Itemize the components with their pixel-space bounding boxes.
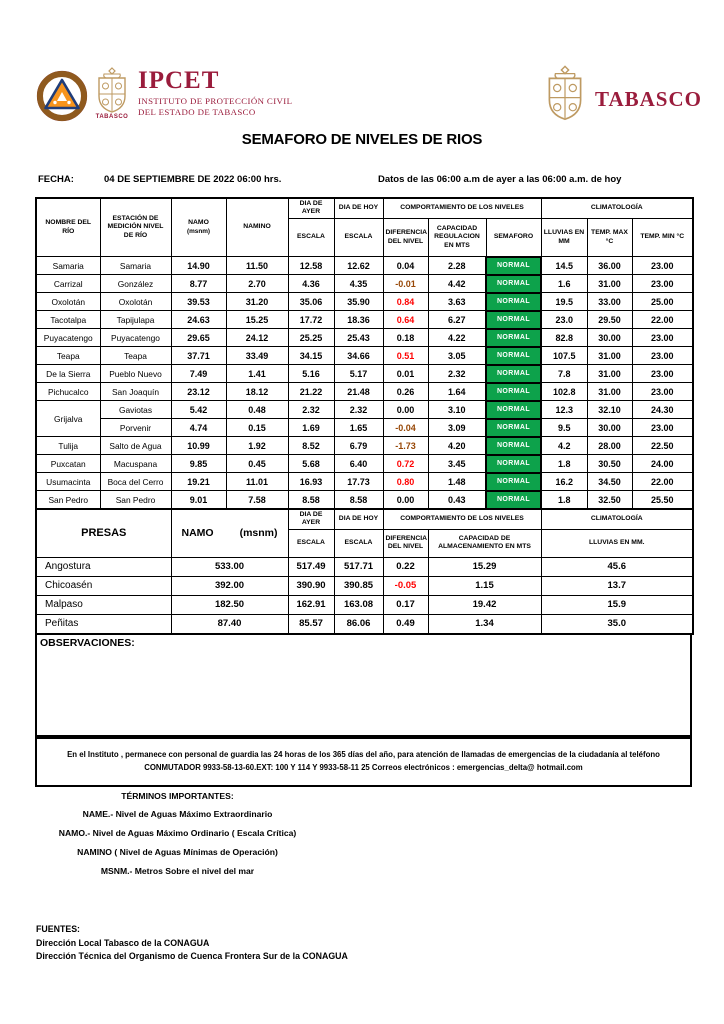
rain-mm-cell: 1.8: [541, 491, 587, 509]
temp-min-cell: 25.50: [632, 491, 693, 509]
level-difference-cell: 0.17: [383, 595, 428, 614]
table-row: [36, 329, 693, 347]
temp-min-cell: 24.00: [632, 455, 693, 473]
level-difference-cell: 0.64: [383, 311, 428, 329]
semaforo-status: NORMAL: [486, 455, 541, 473]
semaforo-status: NORMAL: [486, 491, 541, 509]
namo-cell: 23.12: [171, 383, 226, 401]
fuentes-title: FUENTES:: [36, 924, 80, 934]
header-left-branding: [36, 66, 292, 122]
namino-cell: 18.12: [226, 383, 288, 401]
level-difference-cell: 0.00: [383, 401, 428, 419]
semaforo-status: NORMAL: [486, 365, 541, 383]
today-scale-cell: 390.85: [334, 576, 383, 595]
temp-min-cell: 23.00: [632, 275, 693, 293]
rain-mm-cell: 102.8: [541, 383, 587, 401]
semaforo-status: NORMAL: [486, 257, 541, 275]
temp-max-cell: 31.00: [587, 347, 632, 365]
col-header-dia-hoy: DIA DE HOY: [334, 198, 383, 218]
table-row: [36, 491, 693, 509]
semaforo-status: NORMAL: [486, 383, 541, 401]
station-cell: González: [100, 275, 171, 293]
table-row: [36, 557, 693, 576]
station-cell: Porvenir: [100, 419, 171, 437]
namino-cell: 11.01: [226, 473, 288, 491]
yesterday-scale-cell: 2.32: [288, 401, 334, 419]
river-name-cell: Carrizal: [36, 275, 100, 293]
namo-cell: 8.77: [171, 275, 226, 293]
temp-max-cell: 34.50: [587, 473, 632, 491]
rain-mm-cell: 12.3: [541, 401, 587, 419]
datos-note: Datos de las 06:00 a.m de ayer a las 06:00 a.m. de hoy: [378, 174, 622, 185]
col-header-dia-ayer: DIA DE AYER: [288, 198, 334, 218]
temp-max-cell: 30.50: [587, 455, 632, 473]
col-header-diferencia: DIFERENCIA DEL NIVEL: [383, 218, 428, 257]
col-header-presas-climatologia: CLIMATOLOGÍA: [541, 509, 693, 529]
observaciones-box: [35, 633, 692, 737]
rivers-header-row-1: [36, 198, 693, 218]
namo-cell: 4.74: [171, 419, 226, 437]
temp-min-cell: 23.00: [632, 329, 693, 347]
yesterday-scale-cell: 34.15: [288, 347, 334, 365]
temp-min-cell: 24.30: [632, 401, 693, 419]
regulation-capacity-cell: 3.05: [428, 347, 486, 365]
col-header-presas-lluvias: LLUVIAS EN MM.: [541, 529, 693, 557]
station-cell: Oxolotán: [100, 293, 171, 311]
level-difference-cell: 0.04: [383, 257, 428, 275]
river-name-cell: Samaria: [36, 257, 100, 275]
regulation-capacity-cell: 4.42: [428, 275, 486, 293]
level-difference-cell: 0.26: [383, 383, 428, 401]
yesterday-scale-cell: 21.22: [288, 383, 334, 401]
table-row: [36, 365, 693, 383]
semaforo-status: NORMAL: [486, 311, 541, 329]
today-scale-cell: 163.08: [334, 595, 383, 614]
namino-cell: 0.48: [226, 401, 288, 419]
namino-cell: 0.45: [226, 455, 288, 473]
col-header-presas-dia-ayer: DIA DE AYER: [288, 509, 334, 529]
dam-name-cell: Malpaso: [36, 595, 171, 614]
temp-min-cell: 23.00: [632, 419, 693, 437]
yesterday-scale-cell: 5.16: [288, 365, 334, 383]
yesterday-scale-cell: 17.72: [288, 311, 334, 329]
regulation-capacity-cell: 4.22: [428, 329, 486, 347]
level-difference-cell: 0.84: [383, 293, 428, 311]
table-row: [36, 293, 693, 311]
storage-capacity-cell: 1.15: [428, 576, 541, 595]
col-header-namo: [171, 198, 226, 257]
namo-cell: 533.00: [171, 557, 288, 576]
regulation-capacity-cell: 6.27: [428, 311, 486, 329]
river-name-cell: Oxolotán: [36, 293, 100, 311]
today-scale-cell: 4.35: [334, 275, 383, 293]
today-scale-cell: 2.32: [334, 401, 383, 419]
regulation-capacity-cell: 2.32: [428, 365, 486, 383]
header-right-branding: [543, 64, 702, 124]
rain-mm-cell: 82.8: [541, 329, 587, 347]
presas-table: [35, 508, 694, 635]
table-row: [36, 383, 693, 401]
today-scale-cell: 517.71: [334, 557, 383, 576]
level-difference-cell: 0.51: [383, 347, 428, 365]
today-scale-cell: 18.36: [334, 311, 383, 329]
col-header-presas-dia-hoy: DIA DE HOY: [334, 509, 383, 529]
namo-cell: 19.21: [171, 473, 226, 491]
station-cell: Puyacatengo: [100, 329, 171, 347]
temp-max-cell: 32.10: [587, 401, 632, 419]
today-scale-cell: 12.62: [334, 257, 383, 275]
level-difference-cell: 0.80: [383, 473, 428, 491]
dam-name-cell: Chicoasén: [36, 576, 171, 595]
temp-max-cell: 31.00: [587, 275, 632, 293]
col-header-presas-comportamiento: COMPORTAMIENTO DE LOS NIVELES: [383, 509, 541, 529]
terminos-title: TÉRMINOS IMPORTANTES:: [121, 791, 234, 801]
namino-cell: 11.50: [226, 257, 288, 275]
contact-note-line2: CONMUTADOR 9933-58-13-60.EXT: 100 Y 114 Y 9933-58-11 25 Correos electrónicos : emergencias_delta@ hotmail.com: [144, 762, 583, 772]
rain-mm-cell: 19.5: [541, 293, 587, 311]
namo-cell: 5.42: [171, 401, 226, 419]
regulation-capacity-cell: 1.64: [428, 383, 486, 401]
level-difference-cell: 0.49: [383, 614, 428, 634]
namino-cell: 7.58: [226, 491, 288, 509]
level-difference-cell: 0.01: [383, 365, 428, 383]
regulation-capacity-cell: 3.63: [428, 293, 486, 311]
station-cell: San Pedro: [100, 491, 171, 509]
level-difference-cell: -0.01: [383, 275, 428, 293]
col-header-estacion: ESTACIÓN DE MEDICIÓN NIVEL DE RÍO: [100, 198, 171, 257]
col-header-comportamiento: COMPORTAMIENTO DE LOS NIVELES: [383, 198, 541, 218]
col-header-temp-max: TEMP. MAX °C: [587, 218, 632, 257]
level-difference-cell: -0.04: [383, 419, 428, 437]
rain-mm-cell: 9.5: [541, 419, 587, 437]
yesterday-scale-cell: 4.36: [288, 275, 334, 293]
station-cell: Gaviotas: [100, 401, 171, 419]
yesterday-scale-cell: 162.91: [288, 595, 334, 614]
temp-min-cell: 22.00: [632, 473, 693, 491]
proteccion-civil-seal-icon: [36, 70, 88, 122]
yesterday-scale-cell: 12.58: [288, 257, 334, 275]
semaforo-status: NORMAL: [486, 473, 541, 491]
station-cell: Boca del Cerro: [100, 473, 171, 491]
namino-cell: 33.49: [226, 347, 288, 365]
termino-namo: NAMO.- Nivel de Aguas Máximo Ordinario ( Escala Crítica): [58, 828, 297, 838]
temp-min-cell: 25.00: [632, 293, 693, 311]
contact-note-line1: En el Instituto , permanece con personal de guardia las 24 horas de los 365 días del año, para atención de llamadas de emergencias de la ciudadanía al teléfono: [67, 750, 660, 760]
tabasco-wordmark: TABASCO: [595, 86, 702, 111]
regulation-capacity-cell: 3.45: [428, 455, 486, 473]
ipcet-wordmark: IPCET: [138, 67, 220, 94]
col-header-presas-diferencia: DIFERENCIA DEL NIVEL: [383, 529, 428, 557]
today-scale-cell: 1.65: [334, 419, 383, 437]
today-scale-cell: 25.43: [334, 329, 383, 347]
station-cell: Macuspana: [100, 455, 171, 473]
semaforo-status: NORMAL: [486, 329, 541, 347]
today-scale-cell: 34.66: [334, 347, 383, 365]
yesterday-scale-cell: 25.25: [288, 329, 334, 347]
regulation-capacity-cell: 0.43: [428, 491, 486, 509]
today-scale-cell: 17.73: [334, 473, 383, 491]
namo-cell: 392.00: [171, 576, 288, 595]
temp-max-cell: 31.00: [587, 365, 632, 383]
namo-unit: (msnm): [186, 227, 211, 235]
table-row: [36, 455, 693, 473]
yesterday-scale-cell: 16.93: [288, 473, 334, 491]
temp-max-cell: 32.50: [587, 491, 632, 509]
rain-mm-cell: 23.0: [541, 311, 587, 329]
rain-mm-cell: 45.6: [541, 557, 693, 576]
fecha-label: FECHA:: [38, 174, 74, 185]
semaforo-status: NORMAL: [486, 419, 541, 437]
namo-cell: 9.85: [171, 455, 226, 473]
table-row: [36, 614, 693, 634]
col-header-lluvias: LLUVIAS EN MM: [541, 218, 587, 257]
river-name-cell: Tulija: [36, 437, 100, 455]
fecha-value: 04 DE SEPTIEMBRE DE 2022 06:00 hrs.: [104, 174, 282, 185]
namino-cell: 24.12: [226, 329, 288, 347]
regulation-capacity-cell: 1.48: [428, 473, 486, 491]
termino-namino: NAMINO ( Nivel de Aguas Mínimas de Operación): [77, 847, 278, 857]
ipcet-subtitle-line2: DEL ESTADO DE TABASCO: [138, 107, 256, 118]
river-name-cell: Tacotalpa: [36, 311, 100, 329]
river-name-cell: San Pedro: [36, 491, 100, 509]
rain-mm-cell: 4.2: [541, 437, 587, 455]
col-header-presas-namo: [171, 509, 288, 557]
tabasco-crest-icon: [94, 66, 130, 116]
col-header-presas: PRESAS: [36, 509, 171, 557]
table-row: [36, 257, 693, 275]
regulation-capacity-cell: 3.10: [428, 401, 486, 419]
temp-max-cell: 30.00: [587, 329, 632, 347]
yesterday-scale-cell: 517.49: [288, 557, 334, 576]
table-row: [36, 401, 693, 419]
yesterday-scale-cell: 8.58: [288, 491, 334, 509]
page-title: SEMAFORO DE NIVELES DE RIOS: [241, 131, 483, 148]
presas-namo-label: NAMO: [181, 526, 214, 539]
namino-cell: 0.15: [226, 419, 288, 437]
today-scale-cell: 8.58: [334, 491, 383, 509]
namino-cell: 1.41: [226, 365, 288, 383]
regulation-capacity-cell: 4.20: [428, 437, 486, 455]
river-name-cell: Grijalva: [36, 401, 100, 437]
station-cell: San Joaquín: [100, 383, 171, 401]
col-header-namino: NAMINO: [226, 198, 288, 257]
today-scale-cell: 5.17: [334, 365, 383, 383]
col-header-presas-capacidad: CAPACIDAD DE ALMACENAMIENTO EN MTS: [428, 529, 541, 557]
storage-capacity-cell: 1.34: [428, 614, 541, 634]
rain-mm-cell: 16.2: [541, 473, 587, 491]
temp-max-cell: 28.00: [587, 437, 632, 455]
table-row: [36, 437, 693, 455]
river-name-cell: Usumacinta: [36, 473, 100, 491]
contact-note-box: [35, 735, 692, 787]
rain-mm-cell: 14.5: [541, 257, 587, 275]
namo-cell: 9.01: [171, 491, 226, 509]
col-header-escala-ayer: ESCALA: [288, 218, 334, 257]
temp-max-cell: 31.00: [587, 383, 632, 401]
ipcet-subtitle-line1: INSTITUTO DE PROTECCIÓN CIVIL: [138, 96, 293, 106]
fuente-line-2: Dirección Técnica del Organismo de Cuenca Frontera Sur de la CONAGUA: [36, 951, 348, 962]
fuente-line-1: Dirección Local Tabasco de la CONAGUA: [36, 937, 210, 948]
today-scale-cell: 35.90: [334, 293, 383, 311]
temp-min-cell: 23.00: [632, 365, 693, 383]
regulation-capacity-cell: 3.09: [428, 419, 486, 437]
rain-mm-cell: 1.8: [541, 455, 587, 473]
namo-label: NAMO: [188, 219, 209, 227]
report-sheet: [35, 197, 692, 787]
storage-capacity-cell: 15.29: [428, 557, 541, 576]
river-name-cell: Teapa: [36, 347, 100, 365]
station-cell: Tapijulapa: [100, 311, 171, 329]
col-header-presas-escala-hoy: ESCALA: [334, 529, 383, 557]
fuentes-block: [36, 923, 348, 964]
ipcet-seal-caption: TABASCO: [95, 114, 129, 120]
namo-cell: 7.49: [171, 365, 226, 383]
col-header-escala-hoy: ESCALA: [334, 218, 383, 257]
river-name-cell: Pichucalco: [36, 383, 100, 401]
table-row: [36, 347, 693, 365]
yesterday-scale-cell: 8.52: [288, 437, 334, 455]
today-scale-cell: 6.79: [334, 437, 383, 455]
namo-cell: 39.53: [171, 293, 226, 311]
temp-min-cell: 22.50: [632, 437, 693, 455]
temp-max-cell: 30.00: [587, 419, 632, 437]
namo-cell: 14.90: [171, 257, 226, 275]
level-difference-cell: -0.05: [383, 576, 428, 595]
yesterday-scale-cell: 390.90: [288, 576, 334, 595]
temp-min-cell: 23.00: [632, 383, 693, 401]
namo-cell: 10.99: [171, 437, 226, 455]
rain-mm-cell: 15.9: [541, 595, 693, 614]
yesterday-scale-cell: 85.57: [288, 614, 334, 634]
dam-name-cell: Angostura: [36, 557, 171, 576]
col-header-climatologia: CLIMATOLOGÍA: [541, 198, 693, 218]
temp-min-cell: 23.00: [632, 257, 693, 275]
today-scale-cell: 86.06: [334, 614, 383, 634]
today-scale-cell: 21.48: [334, 383, 383, 401]
namino-cell: 31.20: [226, 293, 288, 311]
namino-cell: 15.25: [226, 311, 288, 329]
temp-min-cell: 22.00: [632, 311, 693, 329]
namo-cell: 29.65: [171, 329, 226, 347]
col-header-temp-min: TEMP. MIN °C: [632, 218, 693, 257]
temp-max-cell: 33.00: [587, 293, 632, 311]
temp-min-cell: 23.00: [632, 347, 693, 365]
station-cell: Teapa: [100, 347, 171, 365]
level-difference-cell: 0.22: [383, 557, 428, 576]
table-row: [36, 311, 693, 329]
yesterday-scale-cell: 5.68: [288, 455, 334, 473]
table-row: [36, 275, 693, 293]
semaforo-status: NORMAL: [486, 401, 541, 419]
namo-cell: 37.71: [171, 347, 226, 365]
river-name-cell: Puyacatengo: [36, 329, 100, 347]
table-row: [36, 473, 693, 491]
observaciones-label: OBSERVACIONES:: [40, 636, 135, 649]
rain-mm-cell: 13.7: [541, 576, 693, 595]
temp-max-cell: 29.50: [587, 311, 632, 329]
rain-mm-cell: 1.6: [541, 275, 587, 293]
level-difference-cell: -1.73: [383, 437, 428, 455]
presas-namo-unit: (msnm): [239, 526, 278, 539]
namo-cell: 182.50: [171, 595, 288, 614]
table-row: [36, 595, 693, 614]
namino-cell: 1.92: [226, 437, 288, 455]
rain-mm-cell: 35.0: [541, 614, 693, 634]
termino-name: NAME.- Nivel de Aguas Máximo Extraordinario: [82, 809, 273, 819]
station-cell: Samaria: [100, 257, 171, 275]
level-difference-cell: 0.18: [383, 329, 428, 347]
river-name-cell: Puxcatan: [36, 455, 100, 473]
table-row: [36, 576, 693, 595]
tabasco-state-crest-icon: [543, 64, 587, 124]
col-header-nombre-rio: NOMBRE DEL RÍO: [36, 198, 100, 257]
col-header-semaforo: SEMAFORO: [486, 218, 541, 257]
level-difference-cell: 0.72: [383, 455, 428, 473]
semaforo-status: NORMAL: [486, 275, 541, 293]
rain-mm-cell: 7.8: [541, 365, 587, 383]
station-cell: Salto de Agua: [100, 437, 171, 455]
namo-cell: 87.40: [171, 614, 288, 634]
rivers-table: [35, 197, 694, 510]
col-header-capacidad: CAPACIDAD REGULACION EN MTS: [428, 218, 486, 257]
col-header-presas-escala-ayer: ESCALA: [288, 529, 334, 557]
regulation-capacity-cell: 2.28: [428, 257, 486, 275]
semaforo-status: NORMAL: [486, 293, 541, 311]
rain-mm-cell: 107.5: [541, 347, 587, 365]
today-scale-cell: 6.40: [334, 455, 383, 473]
termino-msnm: MSNM.- Metros Sobre el nivel del mar: [100, 866, 255, 876]
namino-cell: 2.70: [226, 275, 288, 293]
yesterday-scale-cell: 35.06: [288, 293, 334, 311]
table-row: [36, 419, 693, 437]
semaforo-status: NORMAL: [486, 347, 541, 365]
yesterday-scale-cell: 1.69: [288, 419, 334, 437]
dam-name-cell: Peñitas: [36, 614, 171, 634]
temp-max-cell: 36.00: [587, 257, 632, 275]
terminos-block: [35, 791, 320, 885]
station-cell: Pueblo Nuevo: [100, 365, 171, 383]
presas-header-row-1: [36, 509, 693, 529]
level-difference-cell: 0.00: [383, 491, 428, 509]
storage-capacity-cell: 19.42: [428, 595, 541, 614]
river-name-cell: De la Sierra: [36, 365, 100, 383]
namo-cell: 24.63: [171, 311, 226, 329]
semaforo-status: NORMAL: [486, 437, 541, 455]
